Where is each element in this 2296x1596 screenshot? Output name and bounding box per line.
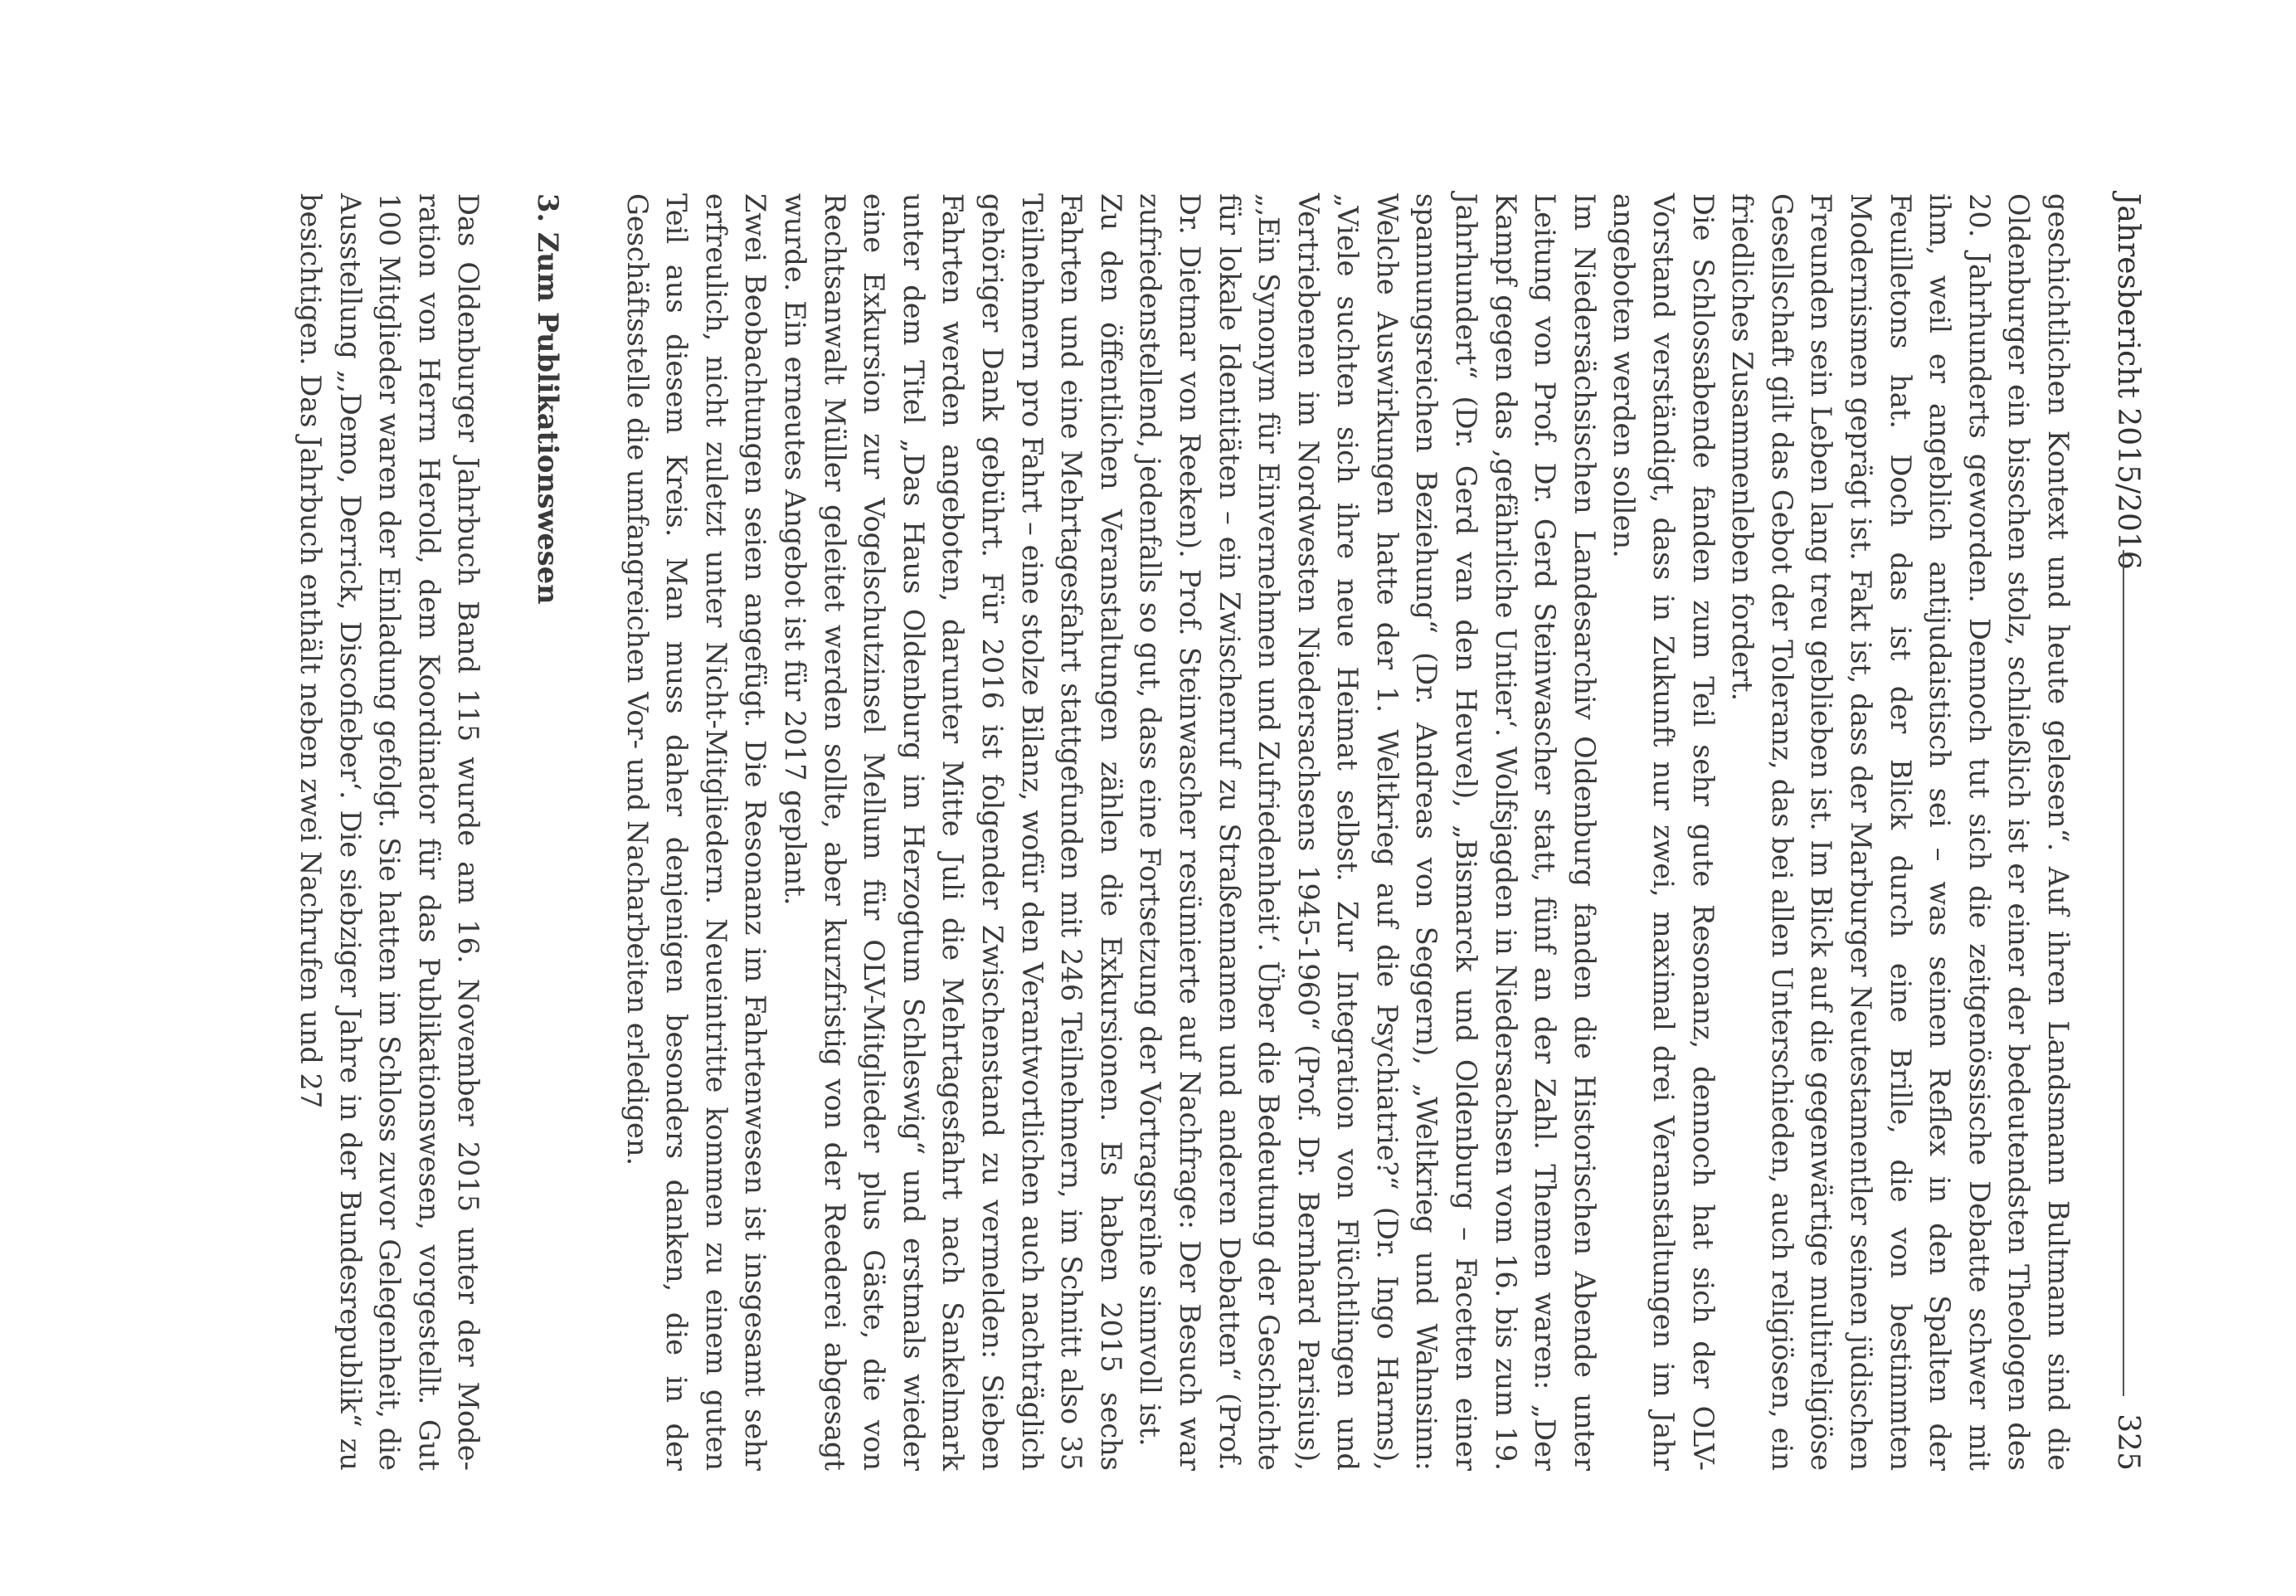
page-number: 325: [2111, 1414, 2145, 1471]
section-heading: 3. Zum Publikationswesen: [532, 193, 566, 605]
paragraph-beobachtungen: Zwei Beobachtungen seien angefügt. Die Resonanz im Fahrtenwesen ist insgesamt sehr erfreulich, nicht zuletzt unter Nicht-Mitgliedern. Neueintritte kommen zu einem guten Teil aus diesem Kreis. Man muss daher denjenigen besonders danken, die in der Geschäftsstelle die umfangreichen Vor- und Nacharbeiten erledigen.: [620, 193, 772, 1471]
running-header-title: Jahresbericht 2015/2016: [2111, 193, 2145, 570]
paragraph-historische-abende: Im Niedersächsischen Landesarchiv Oldenburg fanden die Historischen Abende unter Leitung von Prof. Dr. Gerd Steinwascher statt, fünf an der Zahl. Themen waren: „Der Kampf gegen das ‚gefährliche Untier‘. Wolfsjagden in Niedersachsen vom 16. bis zum 19. Jahrhundert“ (Dr. Gerd van den Heuvel), „Bismarck und Oldenburg – Facetten einer spannungsreichen Beziehung“ (Dr. Andreas von Seggern), „Weltkrieg und Wahnsinn: Welche Auswirkungen hatte der 1. Weltkrieg auf die Psychiatrie?“ (Dr. Ingo Harms), „Viele suchten sich ihre neue Heimat selbst. Zur Integration von Flüchtlingen und Vertriebenen im Nordwesten Niedersachsens 1945-1960“ (Prof. Dr. Bernhard Parisius), „‚Ein Synonym für Einvernehmen und Zufriedenheit‘. Über die Bedeutung der Geschichte für lokale Identitäten – ein Zwischenruf zu Straßennamen und anderen Debatten“ (Prof. Dr. Dietmar von Reeken). Prof. Steinwascher resümierte auf Nachfrage: Der Besuch war zufriedenstellend, jedenfalls so gut, dass eine Fortsetzung der Vortragsreihe sinnvoll ist.: [1134, 193, 1601, 1471]
rotated-page-content: [162, 193, 2144, 1471]
paragraph-jahrbuch: Das Oldenburger Jahrbuch Band 115 wurde am 16. November 2015 unter der Moderation von Herrn Herold, dem Koordinator für das Publikationswesen, vorgestellt. Gut 100 Mitglieder waren der Einladung gefolgt. Sie hatten im Schloss zuvor Gelegenheit, die Ausstellung „‚Demo, Derrick, Discofieber‘. Die siebziger Jahre in der Bundesrepublik“ zu besichtigen. Das Jahrbuch enthält neben zwei Nachrufen und 27: [294, 193, 485, 1471]
body-text: [290, 193, 2078, 1471]
paragraph-exkursionen: Zu den öffentlichen Veranstaltungen zählen die Exkursionen. Es haben 2015 sechs Fahrten und eine Mehrtagesfahrt stattgefunden mit 246 Teilnehmern, im Schnitt also 35 Teilnehmern pro Fahrt – eine stolze Bilanz, wofür den Verantwortlichen auch nachträglich gehöriger Dank gebührt. Für 2016 ist folgender Zwischenstand zu vermelden: Sieben Fahrten werden angeboten, darunter Mitte Juli die Mehrtagesfahrt nach Sankelmark unter dem Titel „Das Haus Oldenburg im Herzogtum Schleswig“ und erstmals wieder eine Exkursion zur Vogelschutzinsel Mellum für OLV-Mitglieder plus Gäste, die von Rechtsanwalt Müller geleitet werden sollte, aber kurzfristig von der Reederei abgesagt wurde. Ein erneutes Angebot ist für 2017 geplant.: [779, 193, 1127, 1471]
header-rule: [2123, 550, 2124, 1396]
paragraph-bultmann: geschichtlichen Kontext und heute gelesen“. Auf ihren Landsmann Bultmann sind die Oldenburger ein bisschen stolz, schließlich ist er einer der bedeutendsten Theologen des 20. Jahrhunderts geworden. Dennoch tut sich die zeitgenössische Debatte schwer mit ihm, weil er angeblich antijudaistisch sei – was seinen Reflex in den Spalten der Feuilletons hat. Doch das ist der Blick durch eine Brille, die von bestimmten Modernismen geprägt ist. Fakt ist, dass der Marburger Neutestamentler seinen jüdischen Freunden sein Leben lang treu geblieben ist. Im Blick auf die gegenwärtige multireligiöse Gesellschaft gilt das Gebot der Toleranz, das bei allen Unterschieden, auch religiösen, ein friedliches Zusammenleben fordert.: [1726, 193, 2075, 1471]
running-header: [2111, 193, 2144, 1471]
paragraph-schlossabende: Die Schlossabende fanden zum Teil sehr gute Resonanz, dennoch hat sich der OLV-Vorstand verständigt, dass in Zukunft nur zwei, maximal drei Veranstaltungen im Jahr angeboten werden sollen.: [1608, 193, 1720, 1471]
